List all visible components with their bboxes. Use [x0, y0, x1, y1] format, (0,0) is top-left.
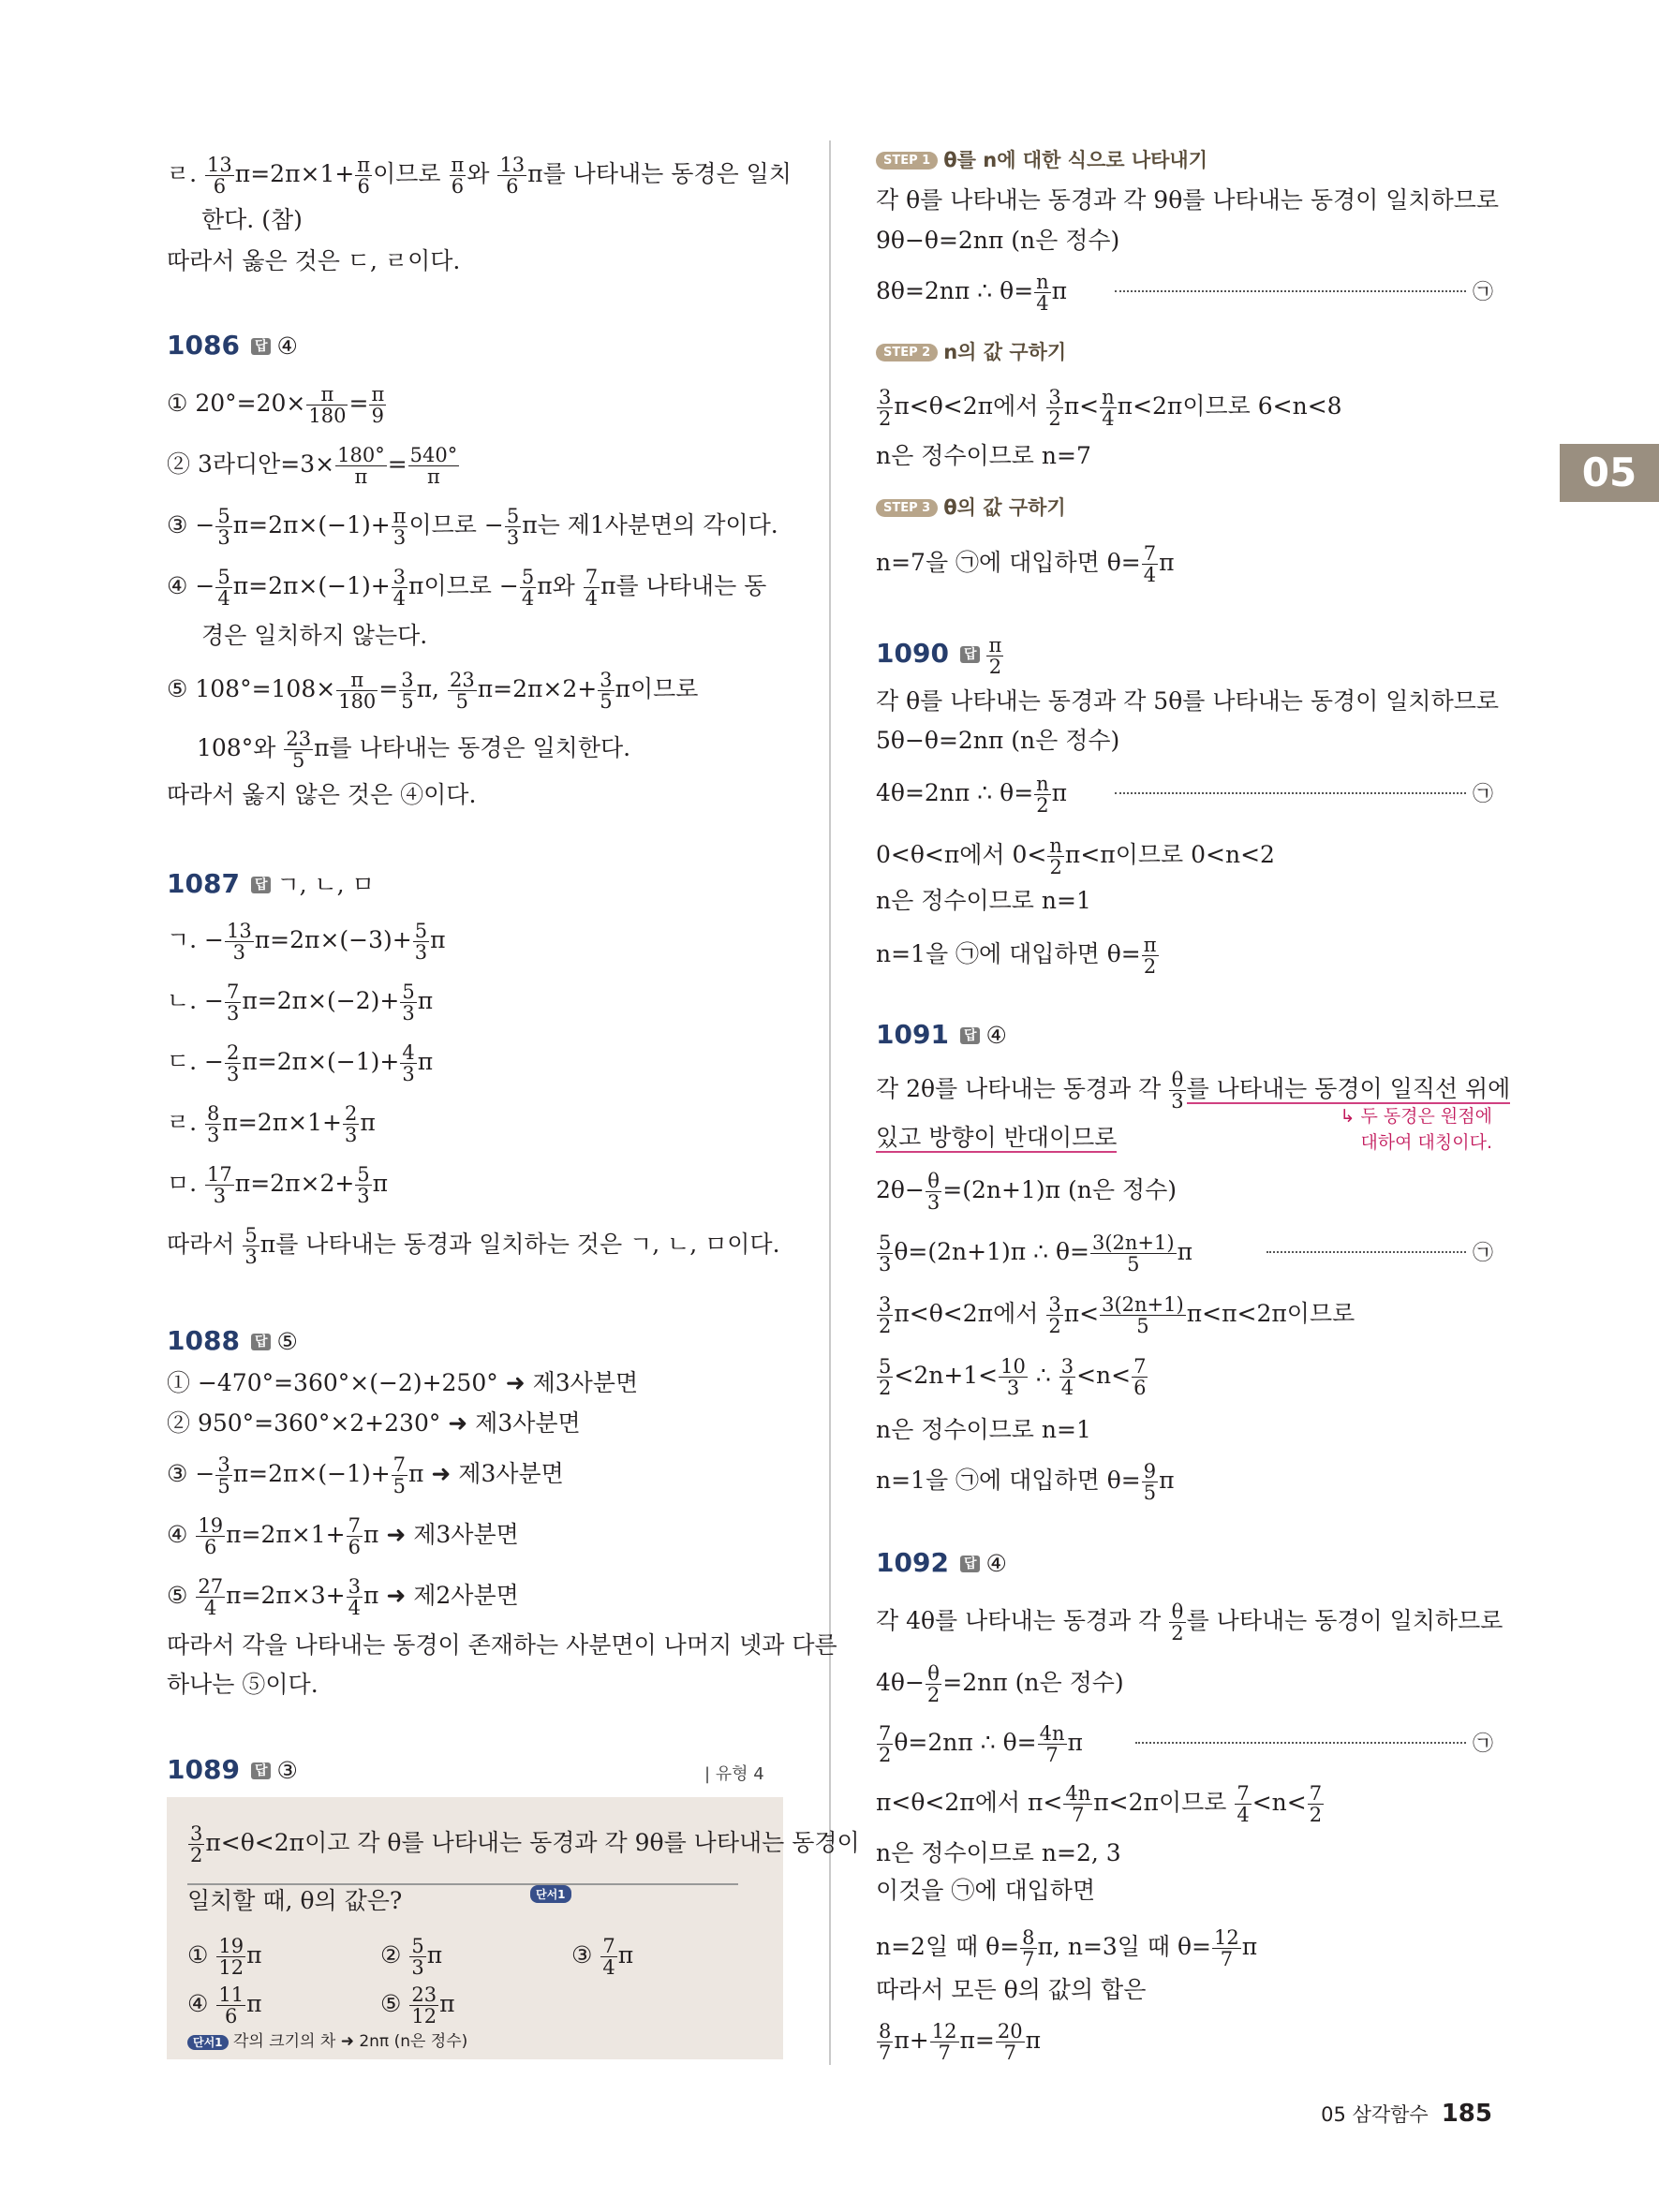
side-note: ↳ 두 동경은 원점에 대하여 대칭이다. — [1340, 1106, 1492, 1153]
text-line: 하나는 ⑤이다. — [167, 1671, 318, 1698]
page-number: 185 — [1441, 2100, 1492, 2128]
text-line: 9θ−θ=2nπ (n은 정수) — [876, 227, 1120, 254]
problem-1087-header: 1087 답 ㄱ, ㄴ, ㅁ — [167, 868, 375, 899]
chapter-tab: 05 — [1560, 444, 1659, 502]
problem-1089-header: 1089 답 ③ — [167, 1754, 298, 1785]
choice-2: ② $\frac{5}{3}$ π — [380, 1935, 443, 1979]
page-footer — [1321, 2100, 1492, 2128]
column-divider — [829, 140, 831, 2065]
text-line: 따라서 옳은 것은 ㄷ, ㄹ이다. — [167, 247, 461, 274]
step-1: STEP 1 θ를 n에 대한 식으로 나타내기 — [876, 145, 1207, 173]
solution-line: ㄱ. − $\frac{13}{3}$ π=2π×(−3)+ $\frac{5}{3}$ π — [167, 920, 446, 964]
text-line: n은 정수이므로 n=1 — [876, 1416, 1091, 1443]
solution-line: $\frac{5}{3}$ θ=(2n+1)π ∴ θ= $\frac{3(2n+1)}{5}$ π — [879, 1231, 1192, 1276]
line-r-option: ㄹ. $\frac{13}{6}$ π=2π×1+ $\frac{\pi}{6}$ 이므로 $\frac{\pi}{6}$ 와 $\frac{13}{6}$ π를 나타내는 동경은 일치 — [167, 154, 792, 198]
solution-line: n=1을 ㉠에 대입하면 θ= $\frac{9}{5}$ π — [876, 1460, 1175, 1504]
solution-line: ㄹ. $\frac{8}{3}$ π=2π×1+ $\frac{2}{3}$ π — [167, 1102, 376, 1146]
problem-statement: $\frac{3}{2}$ π<θ<2π이고 각 θ를 나타내는 동경과 각 9θ를 나타내는 동경이 — [190, 1822, 860, 1866]
answer-badge: 답 — [960, 1027, 981, 1044]
solution-line: $\frac{7}{2}$ θ=2nπ ∴ θ= $\frac{4n}{7}$ π — [879, 1722, 1083, 1766]
answer-badge: 답 — [960, 646, 981, 663]
solution-line: $\frac{8}{7}$ π+ $\frac{12}{7}$ π= $\frac{20}{7}$ π — [879, 2020, 1042, 2064]
solution-line: 8θ=2nπ ∴ θ= $\frac{n}{4}$ π — [876, 271, 1068, 315]
solution-line: 108°와 $\frac{23}{5}$ π를 나타내는 동경은 일치한다. — [197, 728, 631, 772]
ref-mark: ㉠ — [1473, 783, 1494, 806]
clue-hint: 단서1 각의 크기의 차 ➜ 2nπ (n은 정수) — [187, 2026, 467, 2058]
problem-1086-header: 1086 답 ④ — [167, 330, 298, 361]
answer-badge: 답 — [251, 877, 272, 893]
choice-5: ⑤ $\frac{23}{12}$ π — [380, 1983, 455, 2028]
problem-1088-header: 1088 답 ⑤ — [167, 1325, 298, 1356]
ref-mark: ㉠ — [1473, 1733, 1494, 1756]
clue-badge: 단서1 — [530, 1885, 571, 1903]
solution-line: ④ $\frac{19}{6}$ π=2π×1+ $\frac{7}{6}$ π ➜ 제3사분면 — [167, 1514, 519, 1558]
chapter-title: 05 삼각함수 — [1321, 2103, 1429, 2126]
problem-statement: 일치할 때, θ의 값은? — [187, 1887, 403, 1914]
text-line: 있고 방향이 반대이므로 — [876, 1124, 1118, 1151]
solution-line: ④ − $\frac{5}{4}$ π=2π×(−1)+ $\frac{3}{4}$ π이므로 − $\frac{5}{4}$ π와 $\frac{7}{4}$ π를 나타내는 동 — [167, 566, 767, 610]
solution-line: ㄴ. − $\frac{7}{3}$ π=2π×(−2)+ $\frac{5}{3}$ π — [167, 981, 434, 1025]
text-line: n은 정수이므로 n=1 — [876, 887, 1091, 914]
solution-line: ㄷ. − $\frac{2}{3}$ π=2π×(−1)+ $\frac{4}{3}$ π — [167, 1041, 434, 1085]
solution-line: $\frac{3}{2}$ π<θ<2π에서 $\frac{3}{2}$ π< $\frac{n}{4}$ π<2π이므로 6<n<8 — [879, 386, 1342, 430]
text-line: n은 정수이므로 n=7 — [876, 442, 1091, 469]
text-line: 5θ−θ=2nπ (n은 정수) — [876, 727, 1120, 754]
dotted-leader — [1115, 792, 1466, 794]
type-tag: | 유형 4 — [704, 1764, 764, 1784]
text-line: 따라서 각을 나타내는 동경이 존재하는 사분면이 나머지 넷과 다른 — [167, 1631, 837, 1659]
solution-line: n=2일 때 θ= $\frac{8}{7}$ π, n=3일 때 θ= $\frac{12}{7}$ π — [876, 1926, 1258, 1970]
text-line: 따라서 옳지 않은 것은 ④이다. — [167, 781, 477, 808]
text-line: 이것을 ㉠에 대입하면 — [876, 1877, 1096, 1904]
solution-line: 0<θ<π에서 0< $\frac{n}{2}$ π<π이므로 0<n<2 — [876, 834, 1275, 878]
ref-mark: ㉠ — [1473, 1242, 1494, 1265]
solution-line: ③ − $\frac{3}{5}$ π=2π×(−1)+ $\frac{7}{5}$ π ➜ 제3사분면 — [167, 1453, 564, 1497]
solution-line: 4θ=2nπ ∴ θ= $\frac{n}{2}$ π — [876, 773, 1068, 817]
solution-line: ⑤ 108°=108× $\frac{\pi}{180}$ = $\frac{3}{5}$ π, $\frac{23}{5}$ π=2π×2+ $\frac{3}{5}$ π이므로 — [167, 669, 699, 713]
solution-line: ⑤ $\frac{27}{4}$ π=2π×3+ $\frac{3}{4}$ π ➜ 제2사분면 — [167, 1575, 519, 1619]
solution-line: ② 3라디안=3× $\frac{180^\circ}{\pi}$ = $\frac{540^\circ}{\pi}$ — [167, 444, 458, 488]
step-2: STEP 2 n의 값 구하기 — [876, 337, 1066, 365]
answer-badge: 답 — [251, 1334, 272, 1350]
solution-line: 각 4θ를 나타내는 동경과 각 $\frac{\theta}{2}$ 를 나타내는 동경이 일치하므로 — [876, 1600, 1503, 1644]
solution-line: $\frac{3}{2}$ π<θ<2π에서 $\frac{3}{2}$ π< $\frac{3(2n+1)}{5}$ π<π<2π이므로 — [879, 1293, 1355, 1337]
answer-badge: 답 — [960, 1556, 981, 1572]
text-line: 따라서 모든 θ의 값의 합은 — [876, 1976, 1147, 2003]
solution-line: ③ − $\frac{5}{3}$ π=2π×(−1)+ $\frac{\pi}{3}$ 이므로 − $\frac{5}{3}$ π는 제1사분면의 각이다. — [167, 505, 778, 549]
problem-1092-header: 1092 답 ④ — [876, 1547, 1007, 1578]
solution-line: ㅁ. $\frac{17}{3}$ π=2π×2+ $\frac{5}{3}$ π — [167, 1163, 389, 1207]
solution-line: n=7을 ㉠에 대입하면 θ= $\frac{7}{4}$ π — [876, 542, 1175, 586]
solution-line: $\frac{5}{2}$ <2n+1< $\frac{10}{3}$ ∴ $\frac{3}{4}$ <n< $\frac{7}{6}$ — [879, 1355, 1147, 1399]
ref-mark: ㉠ — [1473, 281, 1494, 304]
solution-line: 2θ− $\frac{\theta}{3}$ =(2n+1)π (n은 정수) — [876, 1170, 1177, 1214]
text-line: 각 θ를 나타내는 동경과 각 9θ를 나타내는 동경이 일치하므로 — [876, 186, 1500, 214]
text-line: ① −470°=360°×(−2)+250° ➜ 제3사분면 — [167, 1369, 639, 1396]
dotted-leader — [1135, 1742, 1466, 1744]
choice-1: ① $\frac{19}{12}$ π — [187, 1935, 262, 1979]
solution-line: ① 20°=20× $\frac{\pi}{180}$ = $\frac{\pi}{9}$ — [167, 383, 385, 427]
dotted-leader — [1266, 1251, 1466, 1253]
choice-3: ③ $\frac{7}{4}$ π — [571, 1935, 634, 1979]
solution-line: π<θ<2π에서 π< $\frac{4n}{7}$ π<2π이므로 $\frac{7}{4}$ <n< $\frac{7}{2}$ — [876, 1782, 1323, 1826]
text-line: ② 950°=360°×2+230° ➜ 제3사분면 — [167, 1409, 581, 1437]
problem-1091-header: 1091 답 ④ — [876, 1019, 1007, 1050]
problem-1090-header: 1090 답 $\frac{\pi}{2}$ — [876, 634, 1002, 678]
text-line: n은 정수이므로 n=2, 3 — [876, 1839, 1121, 1866]
problem-box — [167, 1797, 860, 2059]
solution-line: 따라서 $\frac{5}{3}$ π를 나타내는 동경과 일치하는 것은 ㄱ, ㄴ, ㅁ이다. — [167, 1224, 780, 1268]
choice-4: ④ $\frac{11}{6}$ π — [187, 1983, 262, 2028]
text-line: 각 θ를 나타내는 동경과 각 5θ를 나타내는 동경이 일치하므로 — [876, 687, 1500, 715]
solution-line: 각 2θ를 나타내는 동경과 각 $\frac{\theta}{3}$ 를 나타내는 동경이 일직선 위에 — [876, 1069, 1511, 1113]
text-line: 경은 일치하지 않는다. — [201, 622, 428, 649]
text-line: 한다. (참) — [201, 206, 303, 233]
dotted-leader — [1115, 290, 1466, 292]
answer-badge: 답 — [251, 338, 272, 355]
answer-badge: 답 — [251, 1762, 272, 1779]
step-3: STEP 3 θ의 값 구하기 — [876, 493, 1066, 521]
solution-line: 4θ− $\frac{\theta}{2}$ =2nπ (n은 정수) — [876, 1662, 1124, 1706]
solution-line: n=1을 ㉠에 대입하면 θ= $\frac{\pi}{2}$ — [876, 934, 1157, 978]
